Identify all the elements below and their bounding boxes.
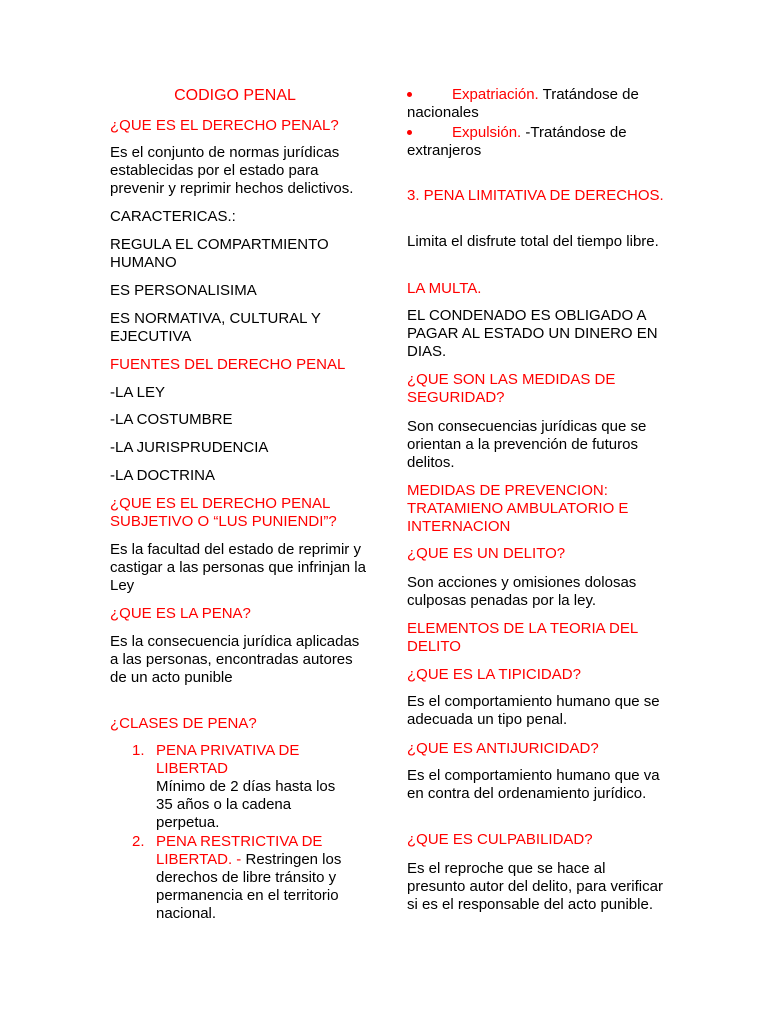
fuentes-heading: FUENTES DEL DERECHO PENAL [110,356,346,373]
bullet-heading: Expulsión. [452,124,522,141]
question-ius-puniendi: ¿QUE ES EL DERECHO PENAL SUBJETIVO O “LUS PUNIENDI”? [110,495,337,530]
bullet-expatriacion [407,86,667,122]
fuente-costumbre: -LA COSTUMBRE [110,411,233,428]
question-tipicidad: ¿QUE ES LA TIPICIDAD? [407,666,581,683]
pena-item-text: Mínimo de 2 días hasta los 35 años o la cadena perpetua. [156,778,336,831]
fuente-ley: -LA LEY [110,384,166,401]
medidas-prevencion: MEDIDAS DE PREVENCION: TRATAMIENO AMBULATORIO E INTERNACION [407,482,629,535]
question-clases-pena: ¿CLASES DE PENA? [110,715,257,732]
answer-medidas-seguridad: Son consecuencias jurídicas que se orientan a la prevención de futuros delitos. [407,418,647,471]
question-antijuricidad: ¿QUE ES ANTIJURICIDAD? [407,740,599,757]
question-pena: ¿QUE ES LA PENA? [110,605,251,622]
bullet-heading: Expatriación. [452,86,539,103]
bullet-dot [407,92,412,97]
answer-derecho-penal: Es el conjunto de normas jurídicas establecidas por el estado para prevenir y reprimir hechos delictivos. [110,144,354,197]
question-medidas-seguridad: ¿QUE SON LAS MEDIDAS DE SEGURIDAD? [407,371,616,406]
fuente-jurisprudencia: -LA JURISPRUDENCIA [110,439,269,456]
caracteristicas-label: CARACTERICAS.: [110,208,236,225]
question-delito: ¿QUE ES UN DELITO? [407,545,566,562]
answer-tipicidad: Es el comportamiento humano que se adecuada un tipo penal. [407,693,660,728]
page-title: CODIGO PENAL [174,87,296,104]
pena-item-text: Restringen los derechos de libre tránsito y permanencia en el territorio nacional. [156,851,342,922]
caracteristica-3: ES NORMATIVA, CULTURAL Y EJECUTIVA [110,310,321,345]
answer-delito: Son acciones y omisiones dolosas culposas penadas por la ley. [407,574,637,609]
pena-item-number: 1. [132,742,145,759]
multa-heading: LA MULTA. [407,280,482,297]
multa-text: EL CONDENADO ES OBLIGADO A PAGAR AL ESTADO UN DINERO EN DIAS. [407,307,658,360]
pena-item-body [156,742,356,832]
pena-item-heading: PENA RESTRICTIVA DE LIBERTAD. - [156,833,323,868]
bullet-expulsion [407,124,667,160]
bullet-text [407,86,667,122]
pena-limitativa-heading: 3. PENA LIMITATIVA DE DERECHOS. [407,187,664,204]
question-culpabilidad: ¿QUE ES CULPABILIDAD? [407,831,593,848]
pena-item-heading: PENA PRIVATIVA DE LIBERTAD [156,742,300,777]
caracteristica-2: ES PERSONALISIMA [110,282,257,299]
fuente-doctrina: -LA DOCTRINA [110,467,216,484]
pena-item-body [156,833,356,923]
answer-antijuricidad: Es el comportamiento humano que va en contra del ordenamiento jurídico. [407,767,660,802]
pena-item-number: 2. [132,833,145,850]
bullet-text [407,124,667,160]
bullet-body: Tratándose de nacionales [407,86,639,121]
answer-ius-puniendi: Es la facultad del estado de reprimir y castigar a las personas que infrinjan la Ley [110,541,366,594]
caracteristica-1: REGULA EL COMPARTMIENTO HUMANO [110,236,329,271]
answer-pena: Es la consecuencia jurídica aplicadas a las personas, encontradas autores de un acto punible [110,633,360,686]
answer-culpabilidad: Es el reproche que se hace al presunto autor del delito, para verificar si es el responsable del acto punible. [407,860,663,913]
bullet-dot [407,130,412,135]
question-derecho-penal: ¿QUE ES EL DERECHO PENAL? [110,117,339,134]
elementos-heading: ELEMENTOS DE LA TEORIA DEL DELITO [407,620,638,655]
bullet-body: -Tratándose de extranjeros [407,124,627,159]
pena-limitativa-text: Limita el disfrute total del tiempo libre. [407,233,659,250]
